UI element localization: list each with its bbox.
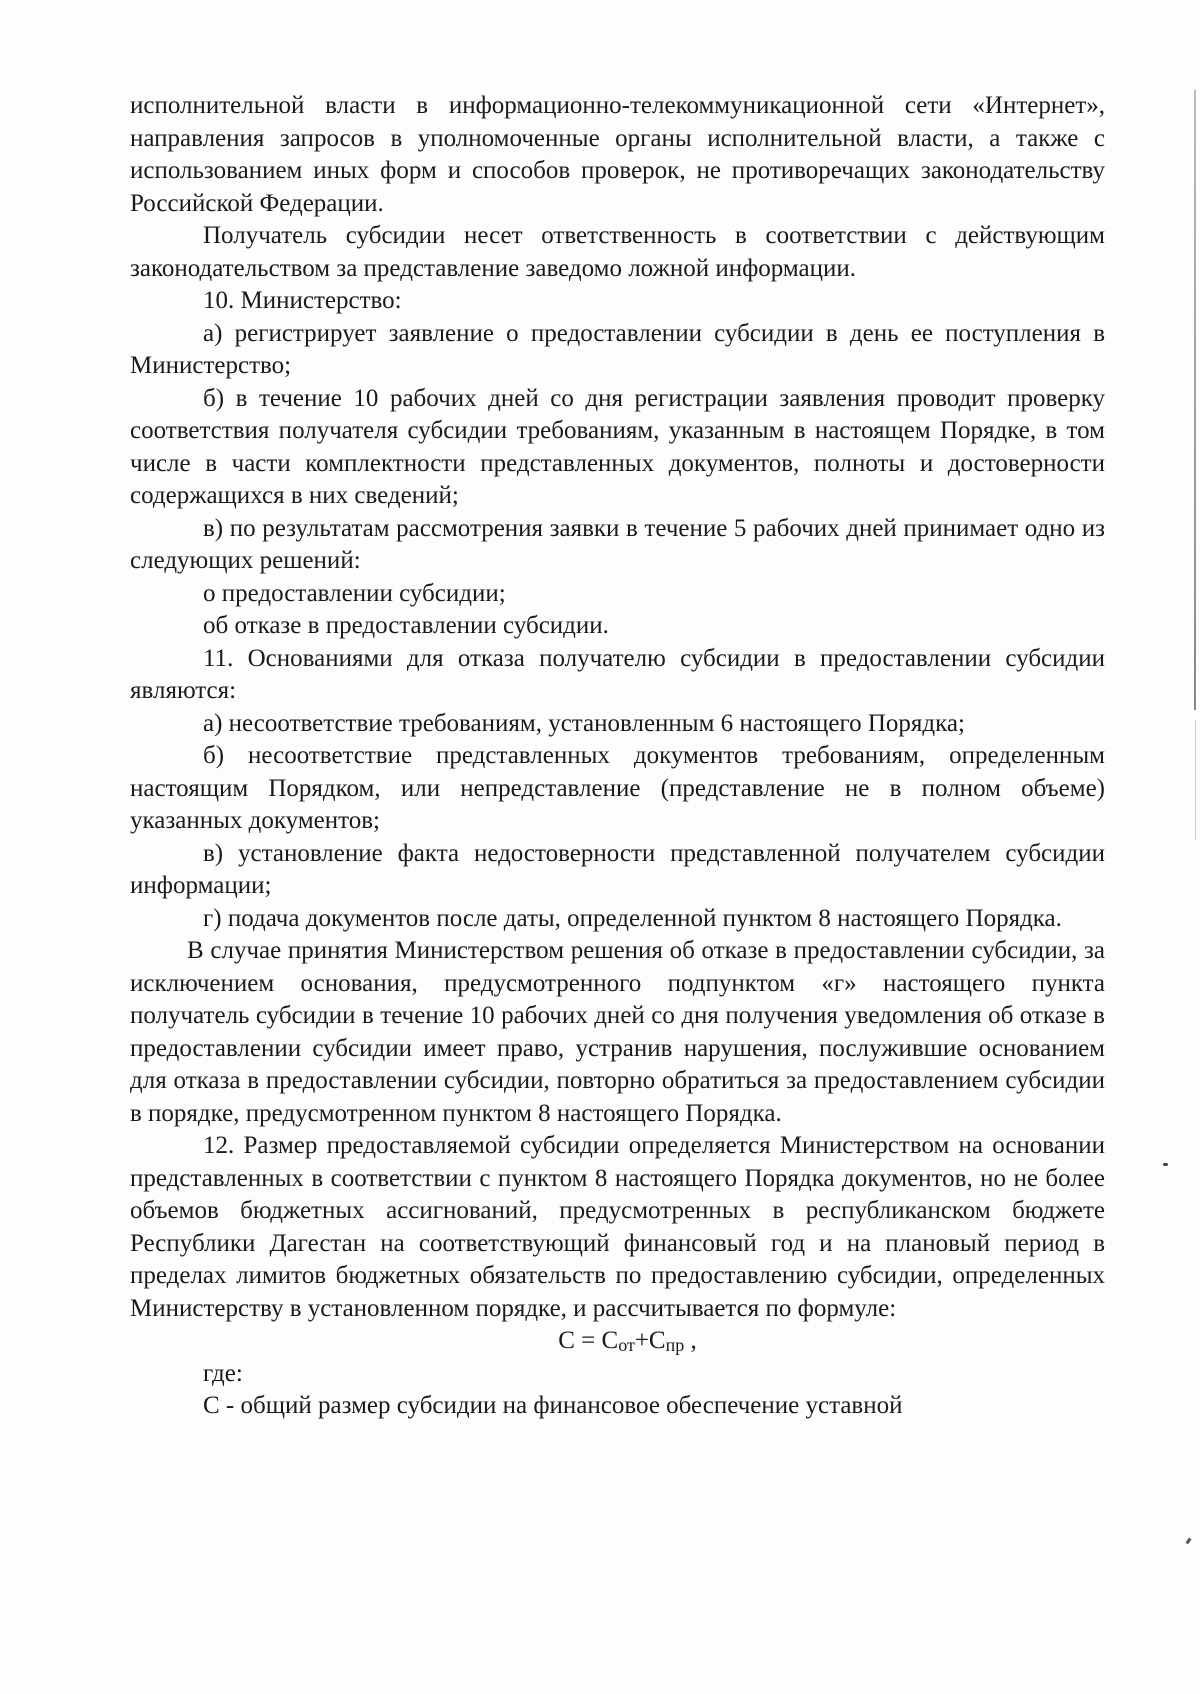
decision-option-refuse: об отказе в предоставлении субсидии. [203, 612, 609, 639]
refusal-reason-b: б) несоответствие представленных документов требованиям, определенным настоящим Порядком, или непредставление (представление не в полном объеме) указанных документов; [130, 742, 1105, 834]
scan-edge-shadow [1194, 90, 1196, 710]
scan-speck [1186, 1538, 1192, 1545]
where-label: где: [203, 1359, 243, 1387]
formula-lhs: С = С [558, 1327, 619, 1354]
definition-c: С - общий размер субсидии на финансовое обеспечение уставной [203, 1392, 903, 1419]
list-item-a: а) регистрирует заявление о предоставлении субсидии в день ее поступления в Министерство; [130, 319, 1105, 379]
formula-plus: +С [634, 1327, 666, 1354]
subsidy-formula [130, 1325, 1105, 1358]
paragraph-resubmission: В случае принятия Министерством решения об отказе в предоставлении субсидии, за исключением основания, предусмотренного подпунктом «г» настоящего пункта получатель субсидии в течение 10 рабочих дней со дня получения уведомления об отказе в предоставлении субсидии имеет право, устранив нарушения, послужившие основанием для отказа в предоставлении субсидии, повторно обратиться за предоставлением субсидии в порядке, предусмотренном пунктом 8 настоящего Порядка. [130, 937, 1105, 1127]
paragraph-continuation: исполнительной власти в информационно-телекоммуникационной сети «Интернет», направления запросов в уполномоченные органы исполнительной власти, а также с использованием иных форм и способов проверок, не противоречащих законодательству Российской Федерации. [130, 92, 1105, 217]
document-body [130, 90, 1105, 1423]
list-item-v: в) по результатам рассмотрения заявки в течение 5 рабочих дней принимает одно из следующих решений: [130, 514, 1105, 574]
refusal-reason-g: г) подача документов после даты, определенной пунктом 8 настоящего Порядка. [203, 904, 1062, 932]
paragraph-responsibility: Получатель субсидии несет ответственность в соответствии с действующим законодательством за представление заведомо ложной информации. [130, 222, 1105, 282]
formula-sub-pr: пр [665, 1335, 685, 1355]
scan-speck [1163, 1163, 1168, 1166]
refusal-reason-a: а) несоответствие требованиям, установленным 6 настоящего Порядка; [203, 709, 965, 737]
scan-edge-shadow-lower [1195, 720, 1196, 840]
section-12-paragraph: 12. Размер предоставляемой субсидии определяется Министерством на основании представленных в соответствии с пунктом 8 настоящего Порядка документов, но не более объемов бюджетных ассигнований, предусмотренных в республиканском бюджете Республики Дагестан на соответствующий финансовый год и на плановый период в пределах лимитов бюджетных обязательств по предоставлению субсидии, определенных Министерству в установленном порядке, и рассчитывается по формуле: [130, 1132, 1105, 1322]
decision-option-grant: о предоставлении субсидии; [203, 579, 506, 607]
list-item-b: б) в течение 10 рабочих дней со дня регистрации заявления проводит проверку соответствия получателя субсидии требованиям, указанным в настоящем Порядке, в том числе в части комплектности представленных документов, полноты и достоверности содержащихся в них сведений; [130, 384, 1105, 509]
refusal-reason-v: в) установление факта недостоверности представленной получателем субсидии информации; [130, 839, 1105, 899]
section-11-heading: 11. Основаниями для отказа получателю субсидии в предоставлении субсидии являются: [130, 644, 1105, 704]
section-10-heading: 10. Министерство: [203, 287, 402, 314]
formula-tail: , [684, 1327, 697, 1354]
formula-sub-ot: от [618, 1335, 635, 1355]
